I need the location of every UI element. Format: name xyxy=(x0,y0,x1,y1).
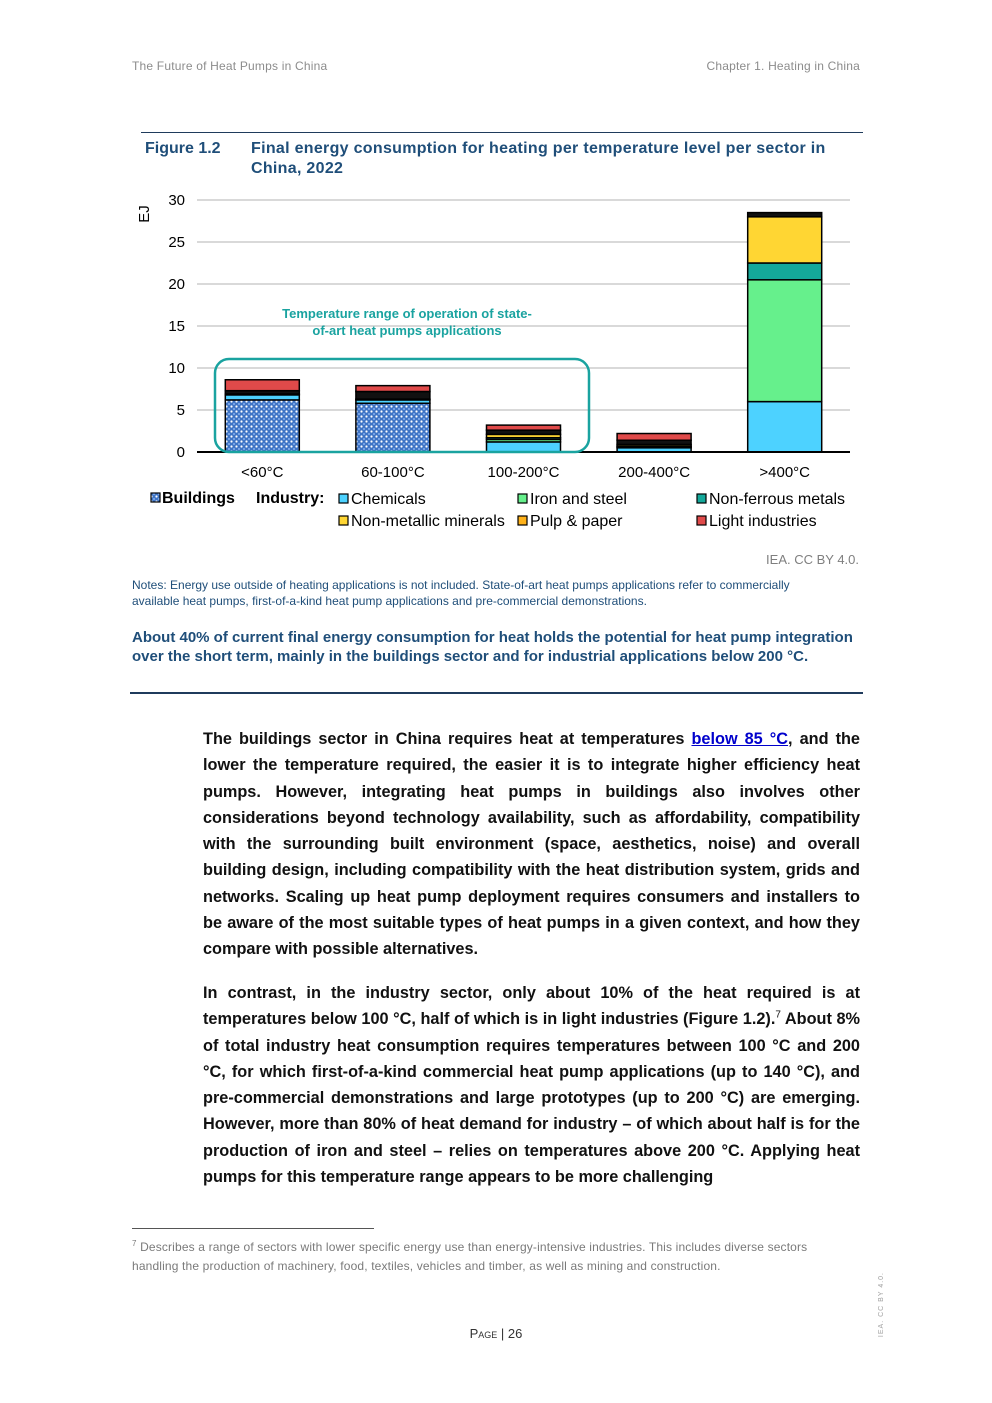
figure-notes: Notes: Energy use outside of heating applications is not included. State-of-art heat pumps applications refer to commercially available heat pumps, first-of-a-kind heat pump applications and pre-commercial demonstrations. xyxy=(132,578,790,608)
annotation-line-1: Temperature range of operation of state- xyxy=(282,306,532,321)
x-category-label: 100-200°C xyxy=(487,464,560,481)
figure-number: Figure 1.2 xyxy=(145,140,221,157)
para2-text-start: In contrast, in the industry sector, only about 10% of the heat required is at temperatures below 100 °C, half of which is in light industries (Figure 1.2). xyxy=(203,984,860,1029)
legend-swatch xyxy=(339,494,348,503)
bar-segment xyxy=(748,402,822,452)
bar-stack xyxy=(617,434,691,452)
legend-swatch xyxy=(697,494,706,503)
bar-segment xyxy=(225,400,299,452)
legend-label: Pulp & paper xyxy=(530,513,623,530)
x-category-label: 200-400°C xyxy=(618,464,691,481)
bar-segment xyxy=(487,425,561,430)
side-license-mark: IEA. CC BY 4.0. xyxy=(878,1272,885,1338)
x-category-label: <60°C xyxy=(241,464,284,481)
x-axis-categories xyxy=(241,464,810,481)
legend-swatch xyxy=(697,516,706,525)
x-category-label: 60-100°C xyxy=(361,464,425,481)
legend-label: Non-metallic minerals xyxy=(351,513,505,530)
legend-swatch xyxy=(151,493,160,502)
legend-label: Non-ferrous metals xyxy=(709,491,846,508)
page-separator: | xyxy=(497,1326,508,1341)
para1-text-start: The buildings sector in China requires heat at temperatures xyxy=(203,730,692,748)
legend-label: Industry: xyxy=(256,490,325,507)
page-number xyxy=(0,1326,992,1341)
para2-text-end: About 8% of total industry heat consumption requires temperatures between 100 °C and 200 °C, for which first-of-a-kind commercial heat pump applications (up to 140 °C), and pre-commercial demonstrations and large prototypes (up to 200 °C) are emerging. However, more than 80% of heat demand for industry – of which about half is for the production of iron and steel – relies on temperatures above 200 °C. Applying heat pumps for this temperature range appears to be more challenging xyxy=(203,1010,860,1187)
y-tick-label: 10 xyxy=(168,360,185,377)
para1-text-end: , and the lower the temperature required, the easier it is to integrate higher efficiency heat pumps. However, integrating heat pumps in buildings also involves other considerations beyond technology availability, such as affordability, compatibility with the surrounding built environment (space, aesthetics, noise) and overall building design, including compatibility with the heat distribution system, grids and networks. Scaling up heat pump deployment requires consumers and installers to be aware of the most suitable types of heat pumps in a given context, and how they compare with possible alternatives. xyxy=(203,730,860,959)
figure-source-credit: IEA. CC BY 4.0. xyxy=(766,552,859,567)
y-tick-label: 20 xyxy=(168,276,185,293)
footnote-text: Describes a range of sectors with lower specific energy use than energy-intensive industries. This includes diverse sectors handling the production of machinery, food, textiles, vehicles and timber, as well as mining and construction. xyxy=(132,1240,808,1273)
y-tick-label: 25 xyxy=(168,234,185,251)
y-tick-label: 30 xyxy=(168,192,185,209)
figure-key-message: About 40% of current final energy consumption for heat holds the potential for heat pump integration over the short term, mainly in the buildings sector and for industrial applications below 200 °C. xyxy=(132,629,853,665)
y-tick-label: 5 xyxy=(176,402,185,419)
legend xyxy=(151,490,845,530)
bar-stack xyxy=(748,213,822,452)
y-tick-label: 0 xyxy=(176,444,185,461)
stacked-bar-chart xyxy=(0,0,992,560)
below-85c-link[interactable]: below 85 °C xyxy=(691,730,789,748)
legend-swatch xyxy=(518,516,527,525)
legend-swatch xyxy=(518,494,527,503)
bar-segment xyxy=(356,386,430,392)
body-paragraph-2 xyxy=(203,980,860,1190)
bar-segment xyxy=(748,217,822,263)
body-paragraph-1 xyxy=(203,726,860,963)
x-category-label: >400°C xyxy=(759,464,811,481)
bar-stack xyxy=(356,386,430,452)
bar-segment xyxy=(617,434,691,441)
legend-swatch xyxy=(339,516,348,525)
bar-stack xyxy=(225,380,299,452)
bar-segment xyxy=(487,442,561,452)
key-message-rule xyxy=(130,692,863,694)
y-axis-ticks xyxy=(168,192,185,461)
running-header-right: Chapter 1. Heating in China xyxy=(706,59,860,73)
legend-label: Chemicals xyxy=(351,491,426,508)
y-axis-label: EJ xyxy=(136,205,153,223)
bar-segment xyxy=(356,403,430,452)
bar-segment xyxy=(356,392,430,400)
footnote-reference-7[interactable]: 7 xyxy=(775,1009,781,1021)
bar-segment xyxy=(225,380,299,391)
page-number-value: 26 xyxy=(507,1326,523,1341)
annotation-line-2: of-art heat pumps applications xyxy=(312,323,502,338)
bar-segment xyxy=(225,395,299,400)
footnote-mark: 7 xyxy=(132,1239,137,1248)
bar-segment xyxy=(748,263,822,280)
legend-label: Buildings xyxy=(162,490,235,507)
running-header-left: The Future of Heat Pumps in China xyxy=(132,59,328,73)
bar-segment xyxy=(748,213,822,217)
figure-title: Final energy consumption for heating per temperature level per sector in China, 2022 xyxy=(251,140,826,177)
footnote-7 xyxy=(132,1234,832,1276)
legend-label: Light industries xyxy=(709,513,817,530)
bar-segment xyxy=(748,280,822,402)
footnote-rule xyxy=(132,1228,374,1229)
y-tick-label: 15 xyxy=(168,318,185,335)
legend-label: Iron and steel xyxy=(530,491,627,508)
page-label: Page xyxy=(469,1326,498,1341)
bar-stack xyxy=(487,425,561,452)
